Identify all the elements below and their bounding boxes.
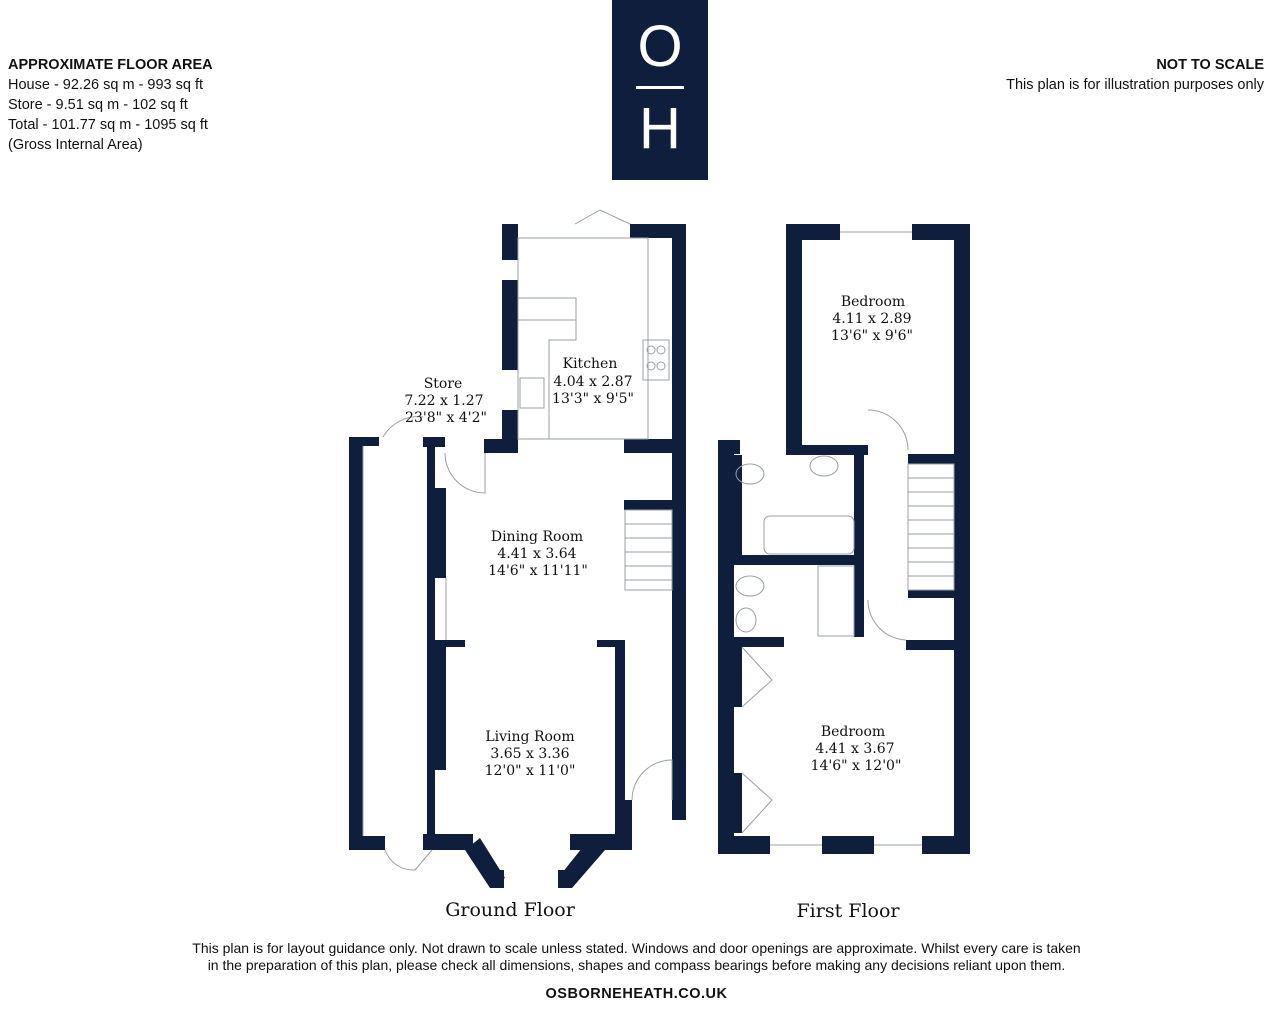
kitchen-name: Kitchen xyxy=(562,356,618,372)
front-door-swing xyxy=(632,760,672,800)
bed1-door-swing xyxy=(868,410,908,450)
not-to-scale-subtitle: This plan is for illustration purposes only xyxy=(1006,77,1264,93)
bedroom1-name: Bedroom xyxy=(840,294,906,310)
basin-upper xyxy=(810,456,838,476)
store-name: Store xyxy=(423,376,463,392)
bedroom2-name: Bedroom xyxy=(820,724,886,740)
ground-floor-label: Ground Floor xyxy=(445,899,575,921)
toilet-lower xyxy=(736,576,764,596)
staircase xyxy=(625,510,672,590)
landing-cupboard-wall xyxy=(908,590,954,598)
store-west-wall xyxy=(349,437,363,849)
house-east-wall xyxy=(672,224,686,820)
basin-lower xyxy=(736,608,756,632)
floor-area-store: Store - 9.51 sq m - 102 sq ft xyxy=(8,97,188,113)
living-west-pier xyxy=(435,640,446,770)
kitchen-sink xyxy=(520,378,544,408)
shower-tray xyxy=(818,566,854,636)
store-rear-door-swing xyxy=(385,850,432,870)
bed1-south-wall xyxy=(786,445,868,455)
dining-metric: 4.41 x 3.64 xyxy=(497,546,577,562)
landing-north-wall xyxy=(908,454,954,464)
floor-area-note: (Gross Internal Area) xyxy=(8,137,143,153)
kitchen-counter-outline xyxy=(518,238,648,439)
dining-west-pier xyxy=(435,488,446,578)
bed1-north-wall-left xyxy=(786,224,840,240)
bay-pier-right xyxy=(558,870,572,888)
kitchen-west-wall-top xyxy=(502,224,518,260)
hall-south-wall xyxy=(615,800,632,850)
bed2-door-swing xyxy=(868,600,906,640)
bed2-south-wall-left xyxy=(718,836,770,854)
kitchen-metric: 4.04 x 2.87 xyxy=(553,374,633,390)
bed2-south-wall-right xyxy=(922,836,970,854)
website-link[interactable]: OSBORNEHEATH.CO.UK xyxy=(545,986,728,1002)
hob-ring-2 xyxy=(657,346,665,354)
kitchen-hob xyxy=(643,340,669,380)
logo-letter-h: H xyxy=(639,96,681,161)
bedroom1-imperial: 13'6" x 9'6" xyxy=(831,328,913,344)
first-staircase xyxy=(908,464,954,590)
cupboard-wall xyxy=(624,500,672,510)
bedroom2-metric: 4.41 x 3.67 xyxy=(815,741,895,757)
store-imperial: 23'8" x 4'2" xyxy=(405,410,487,426)
bathtub xyxy=(764,516,854,554)
kitchen-door-swing xyxy=(445,453,485,493)
dining-imperial: 14'6" x 11'11" xyxy=(488,563,588,579)
floor-area-total: Total - 101.77 sq m - 1095 sq ft xyxy=(8,117,208,133)
logo-letter-o: O xyxy=(637,14,683,79)
party-wall xyxy=(427,437,435,849)
wardrobe-door-2 xyxy=(742,773,772,833)
floor-area-house: House - 92.26 sq m - 993 sq ft xyxy=(8,77,204,93)
living-south-wall-left xyxy=(423,834,473,850)
first-floor-label: First Floor xyxy=(796,900,900,922)
store-north-wall-left xyxy=(349,437,379,446)
bath-east-wall xyxy=(854,455,864,637)
store-south-wall xyxy=(349,836,385,850)
disclaimer-line-1: This plan is for layout guidance only. Not drawn to scale unless stated. Windows and door openings are approximate. Whilst every care is taken xyxy=(192,940,1081,956)
living-name: Living Room xyxy=(485,729,575,745)
disclaimer-line-2: in the preparation of this plan, please check all dimensions, shapes and compass bearings before making any decisions reliant upon them. xyxy=(207,957,1066,973)
dining-name: Dining Room xyxy=(490,529,584,545)
kitchen-dining-wall-left xyxy=(484,439,518,453)
floor-area-title: APPROXIMATE FLOOR AREA xyxy=(8,57,213,73)
first-stair-treads xyxy=(908,478,954,576)
bed1-west-wall xyxy=(786,224,802,454)
not-to-scale-title: NOT TO SCALE xyxy=(1156,57,1264,73)
store-metric: 7.22 x 1.27 xyxy=(404,393,484,409)
dining-living-divider-left xyxy=(435,640,465,647)
bed2-north-wall-right xyxy=(906,640,970,650)
shower-south-wall-left xyxy=(734,637,784,647)
bed2-south-wall-mid xyxy=(822,836,874,854)
wardrobe-door-1 xyxy=(742,647,772,707)
bedroom1-metric: 4.11 x 2.89 xyxy=(832,311,912,327)
bath-west-pier xyxy=(734,455,742,555)
bedroom2-imperial: 14'6" x 12'0" xyxy=(810,758,902,774)
bed2-wardrobe-2 xyxy=(734,773,742,833)
stair-treads xyxy=(625,524,672,580)
hob-ring-4 xyxy=(657,362,665,370)
bed2-wardrobe-1 xyxy=(734,647,742,707)
kitchen-west-wall-mid xyxy=(502,280,518,370)
living-metric: 3.65 x 3.36 xyxy=(490,746,570,762)
kitchen-counter-top xyxy=(518,298,576,320)
bay-pier-left xyxy=(490,870,504,888)
patio-door xyxy=(575,210,630,224)
kitchen-dining-wall-right xyxy=(624,439,686,453)
bath-shower-divider xyxy=(734,555,854,565)
kitchen-imperial: 13'3" x 9'5" xyxy=(552,391,634,407)
first-west-wall xyxy=(718,440,734,854)
first-east-wall xyxy=(954,224,970,854)
living-imperial: 12'0" x 11'0" xyxy=(484,763,576,779)
